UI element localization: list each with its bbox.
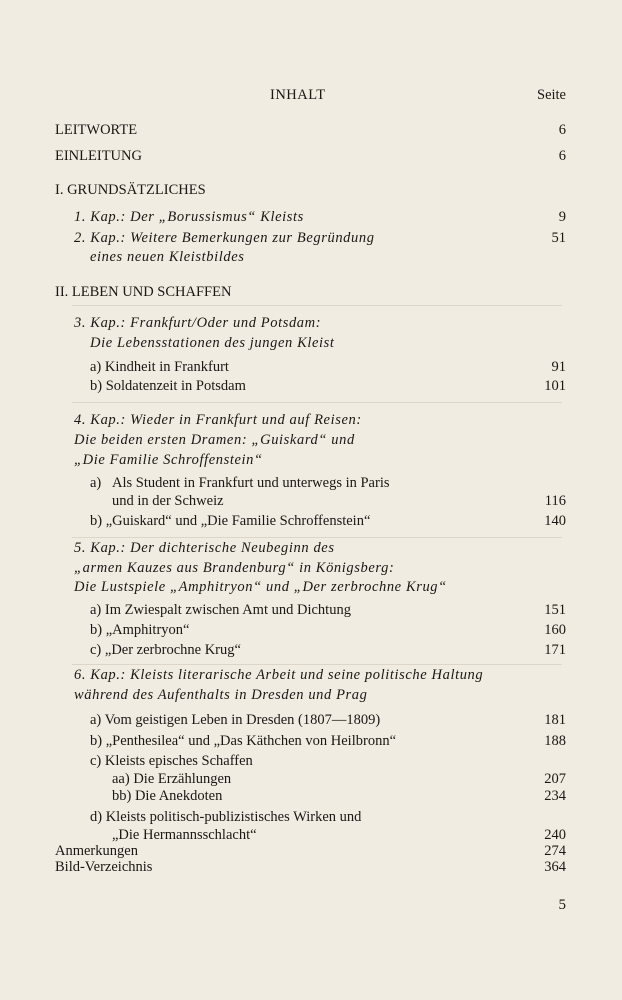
chapter-5-subtitle: „armen Kauzes aus Brandenburg“ in Königsberg: bbox=[74, 560, 395, 576]
chapter-6-item-c: c) Kleists episches Schaffen bbox=[90, 753, 253, 769]
toc-page-bild-verzeichnis: 364 bbox=[544, 859, 566, 875]
chapter-3-item-b-page: 101 bbox=[544, 378, 566, 394]
chapter-4-item-b: b) „Guiskard“ und „Die Familie Schroffenstein“ bbox=[90, 513, 371, 529]
chapter-6-item-a: a) Vom geistigen Leben in Dresden (1807—1809) bbox=[90, 712, 381, 728]
chapter-6-item-d-page: 240 bbox=[544, 827, 566, 843]
chapter-6-subtitle: während des Aufenthalts in Dresden und Prag bbox=[74, 687, 368, 703]
chapter-3-title: 3. Kap.: Frankfurt/Oder und Potsdam: bbox=[74, 315, 322, 331]
divider bbox=[72, 664, 562, 665]
chapter-6-item-c-bb: bb) Die Anekdoten bbox=[112, 788, 223, 804]
chapter-4-item-a-page: 116 bbox=[544, 493, 566, 509]
chapter-6-title: 6. Kap.: Kleists literarische Arbeit und seine politische Haltung bbox=[74, 667, 484, 683]
chapter-1-page: 9 bbox=[558, 209, 566, 225]
toc-page-einleitung: 6 bbox=[558, 148, 566, 164]
chapter-5-item-b: b) „Amphitryon“ bbox=[90, 622, 190, 638]
page-title: INHALT bbox=[270, 87, 326, 103]
toc-entry-einleitung: EINLEITUNG bbox=[55, 148, 142, 164]
chapter-5-subtitle-cont: Die Lustspiele „Amphitryon“ und „Der zerbrochne Krug“ bbox=[74, 579, 447, 595]
chapter-3-item-a-page: 91 bbox=[551, 359, 566, 375]
toc-entry-anmerkungen: Anmerkungen bbox=[55, 843, 138, 859]
chapter-5-item-a-page: 151 bbox=[544, 602, 566, 618]
part-heading-1: I. GRUNDSÄTZLICHES bbox=[55, 182, 206, 198]
chapter-6-item-c-aa-page: 207 bbox=[544, 771, 566, 787]
chapter-6-item-c-bb-page: 234 bbox=[544, 788, 566, 804]
chapter-5-item-c-page: 171 bbox=[544, 642, 566, 658]
chapter-3-item-b: b) Soldatenzeit in Potsdam bbox=[90, 378, 246, 394]
chapter-2-title: 2. Kap.: Weitere Bemerkungen zur Begründung bbox=[74, 230, 375, 246]
chapter-6-item-c-aa: aa) Die Erzählungen bbox=[112, 771, 232, 787]
chapter-3-subtitle: Die Lebensstationen des jungen Kleist bbox=[90, 335, 335, 351]
toc-page-anmerkungen: 274 bbox=[544, 843, 566, 859]
chapter-5-item-c: c) „Der zerbrochne Krug“ bbox=[90, 642, 241, 658]
divider bbox=[72, 402, 562, 403]
toc-entry-bild-verzeichnis: Bild-Verzeichnis bbox=[55, 859, 153, 875]
chapter-4-item-a-marker: a) bbox=[90, 475, 102, 491]
chapter-4-title: 4. Kap.: Wieder in Frankfurt und auf Reisen: bbox=[74, 412, 362, 428]
chapter-5-item-a: a) Im Zwiespalt zwischen Amt und Dichtung bbox=[90, 602, 351, 618]
chapter-4-item-a-cont: und in der Schweiz bbox=[112, 493, 224, 509]
chapter-2-page: 51 bbox=[551, 230, 566, 246]
divider bbox=[72, 305, 562, 306]
page-number: 5 bbox=[558, 897, 566, 913]
divider bbox=[72, 537, 562, 538]
part-heading-2: II. LEBEN UND SCHAFFEN bbox=[55, 284, 232, 300]
chapter-6-item-b-page: 188 bbox=[544, 733, 566, 749]
chapter-1-title: 1. Kap.: Der „Borussismus“ Kleists bbox=[74, 209, 304, 225]
chapter-4-item-a: Als Student in Frankfurt und unterwegs in Paris bbox=[112, 475, 390, 491]
chapter-6-item-b: b) „Penthesilea“ und „Das Käthchen von Heilbronn“ bbox=[90, 733, 397, 749]
chapter-5-title: 5. Kap.: Der dichterische Neubeginn des bbox=[74, 540, 335, 556]
toc-page-leitworte: 6 bbox=[558, 122, 566, 138]
toc-entry-leitworte: LEITWORTE bbox=[55, 122, 138, 138]
chapter-5-item-b-page: 160 bbox=[544, 622, 566, 638]
page-column-header: Seite bbox=[537, 87, 566, 103]
chapter-4-subtitle-cont: „Die Familie Schroffenstein“ bbox=[74, 452, 263, 468]
chapter-4-subtitle: Die beiden ersten Dramen: „Guiskard“ und bbox=[74, 432, 355, 448]
chapter-6-item-d-cont: „Die Hermannsschlacht“ bbox=[112, 827, 257, 843]
chapter-6-item-a-page: 181 bbox=[544, 712, 566, 728]
chapter-2-title-cont: eines neuen Kleistbildes bbox=[90, 249, 245, 265]
chapter-4-item-b-page: 140 bbox=[544, 513, 566, 529]
chapter-6-item-d: d) Kleists politisch-publizistisches Wirken und bbox=[90, 809, 362, 825]
chapter-3-item-a: a) Kindheit in Frankfurt bbox=[90, 359, 229, 375]
